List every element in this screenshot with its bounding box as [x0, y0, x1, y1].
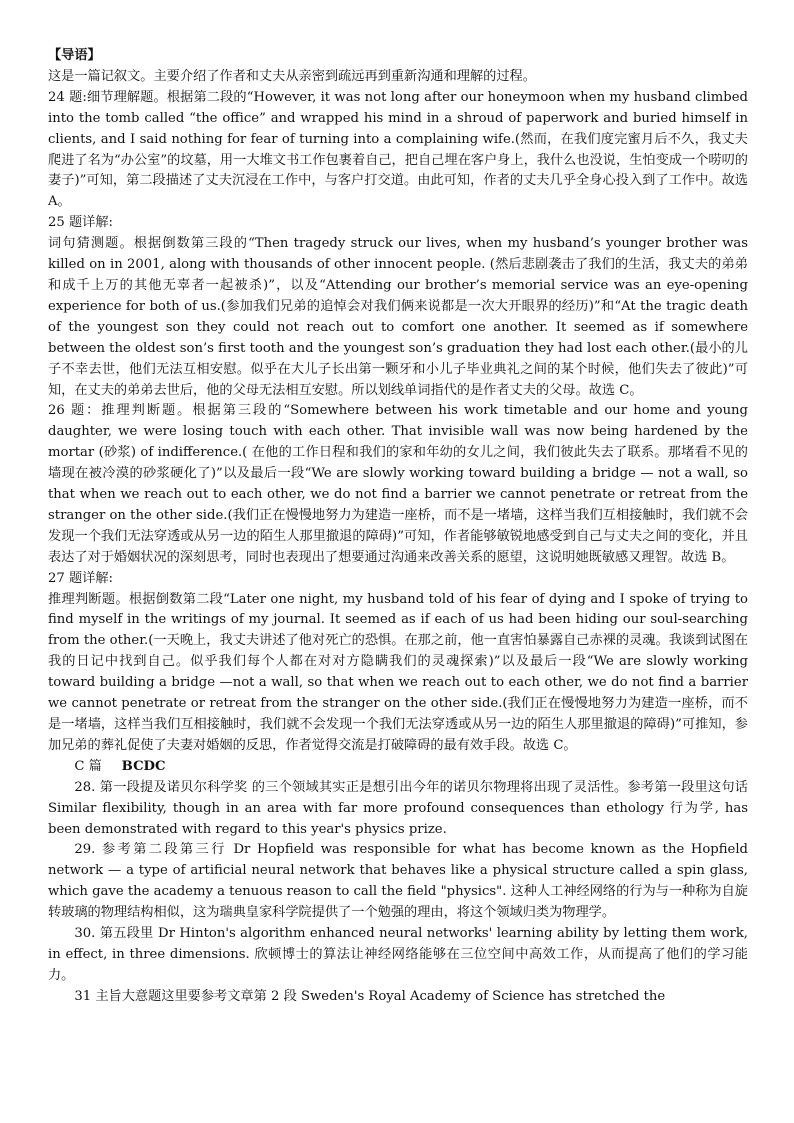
- section-heading: 【导语】: [48, 48, 101, 63]
- intro-paragraph: 这是一篇记叙文。主要介绍了作者和丈夫从亲密到疏远再到重新沟通和理解的过程。: [48, 68, 536, 84]
- q30-explanation: 30. 第五段里 Dr Hinton's algorithm enhanced neural networks' learning ability by letting them work, in effect, in three dimensions. 欣顿博士的算法让神经网络能够在三位空间中高效工作，从而提高了他们的学习能力。: [48, 926, 748, 983]
- q28-explanation: 28. 第一段提及诺贝尔科学奖 的三个领域其实正是想引出今年的诺贝尔物理将出现了灵活性。参考第一段里这句话 Similar flexibility, though in an area with far more profound consequences than ethology 行为学, has been demonstrated with regard to this year's physics prize.: [48, 779, 748, 837]
- q31-explanation: 31 主旨大意题这里要参考文章第 2 段 Sweden's Royal Academy of Science has stretched the: [74, 988, 666, 1004]
- q24-explanation: 24 题:细节理解题。根据第二段的“However, it was not long after our honeymoon when my husband climbed into the tomb called “the office” and wrapped his mind in a shroud of paperwork and buried himself in clients, and I said nothing for fear of turning into a complaining wife.(然而，在我们度完蜜月后不久，我丈夫爬进了名为“办公室”的坟墓，用一大堆文书工作包裹着自己，把自己埋在客户身上，我什么也没说，生怕变成一个唠叨的妻子)”可知，第二段描述了丈夫沉浸在工作中，与客户打交道。由此可知，作者的丈夫几乎全身心投入到了工作中。故选 A。: [48, 89, 748, 210]
- q25-title: 25 题详解:: [48, 215, 113, 231]
- q25-explanation: 词句猜测题。根据倒数第三段的“Then tragedy struck our lives, when my husband’s younger brother was killed on in 2001, along with thousands of other innocent people. (然后悲剧袭击了我们的生活，我丈夫的弟弟和成千上万的其他无辜者一起被杀)”，以及“Attending our brother’s memorial service was an eye-opening experience for both of us.(参加我们兄弟的追悼会对我们俩来说都是一次大开眼界的经历)”和“At the tragic death of the youngest son they could not reach out to comfort one another. It seemed as if somewhere between the oldest son’s first tooth and the youngest son’s graduation they had lost each other.(最小的儿子不幸去世，他们无法互相安慰。似乎在大儿子长出第一颗牙和小儿子毕业典礼之间的某个时候，他们失去了彼此)”可知，在丈夫的弟弟去世后，他的父母无法相互安慰。所以划线单词指代的是作者丈夫的父母。故选 C。: [48, 236, 748, 398]
- section-c-label: C 篇: [74, 758, 102, 774]
- section-c-line: [48, 757, 748, 778]
- q29-explanation: 29. 参考第二段第三行 Dr Hopfield was responsible for what has become known as the Hopfield network — a type of artificial neural network that behaves like a physical structure called a spin glass, which gave the academy a tenuous reason to call the field "physics". 这种人工神经网络的行为与一种称为自旋转玻璃的物理结构相似，这为瑞典皇家科学院提供了一个勉强的理由，将这个领域归类为物理学。: [48, 842, 748, 921]
- q27-title: 27 题详解:: [48, 570, 113, 586]
- q26-explanation: 26 题：推理判断题。根据第三段的“Somewhere between his work timetable and our home and young daughter, we were losing touch with each other. That invisible wall was now being hardened by the mortar (砂浆) of indifference.( 在他的工作日程和我们的家和年幼的女儿之间，我们彼此失去了联系。那堵看不见的墙现在被冷漠的砂浆硬化了)”以及最后一段“We are slowly working toward building a bridge — not a wall, so that when we reach out to each other, we do not find a barrier we cannot penetrate or retreat from the stranger on the other side.(我们正在慢慢地努力为建造一座桥，而不是一堵墙，这样当我们互相接触时，我们就不会发现一个我们无法穿透或从另一边的陌生人那里撤退的障碍)”可知，作者能够敏锐地感受到自己与丈夫之间的变化，并且表达了对于婚姻状况的深刻思考，同时也表现出了想要通过沟通来改善关系的愿望，这说明她既敏感又理智。故选 B。: [48, 403, 748, 565]
- section-c-answers: BCDC: [121, 758, 166, 774]
- q27-explanation: 推理判断题。根据倒数第二段“Later one night, my husband told of his fear of dying and I spoke of trying to find myself in the writings of my journal. It seemed as if each of us had been hiding our soul-searching from the other.(一天晚上，我丈夫讲述了他对死亡的恐惧。在那之前，他一直害怕暴露自己赤裸的灵魂。我谈到试图在我的日记中找到自己。似乎我们每个人都在对对方隐瞒我们的灵魂探索)”以及最后一段“We are slowly working toward building a bridge —not a wall, so that when we reach out to each other, we do not find a barrier we cannot penetrate or retreat from the stranger on the other side.(我们正在慢慢地努力为建造一座桥，而不是一堵墙，这样当我们互相接触时，我们就不会发现一个我们无法穿透或从另一边的陌生人那里撤退的障碍)”可推知，参加兄弟的葬礼促使了夫妻对婚姻的反思，作者觉得交流是打破障碍的最有效手段。故选 C。: [48, 591, 748, 753]
